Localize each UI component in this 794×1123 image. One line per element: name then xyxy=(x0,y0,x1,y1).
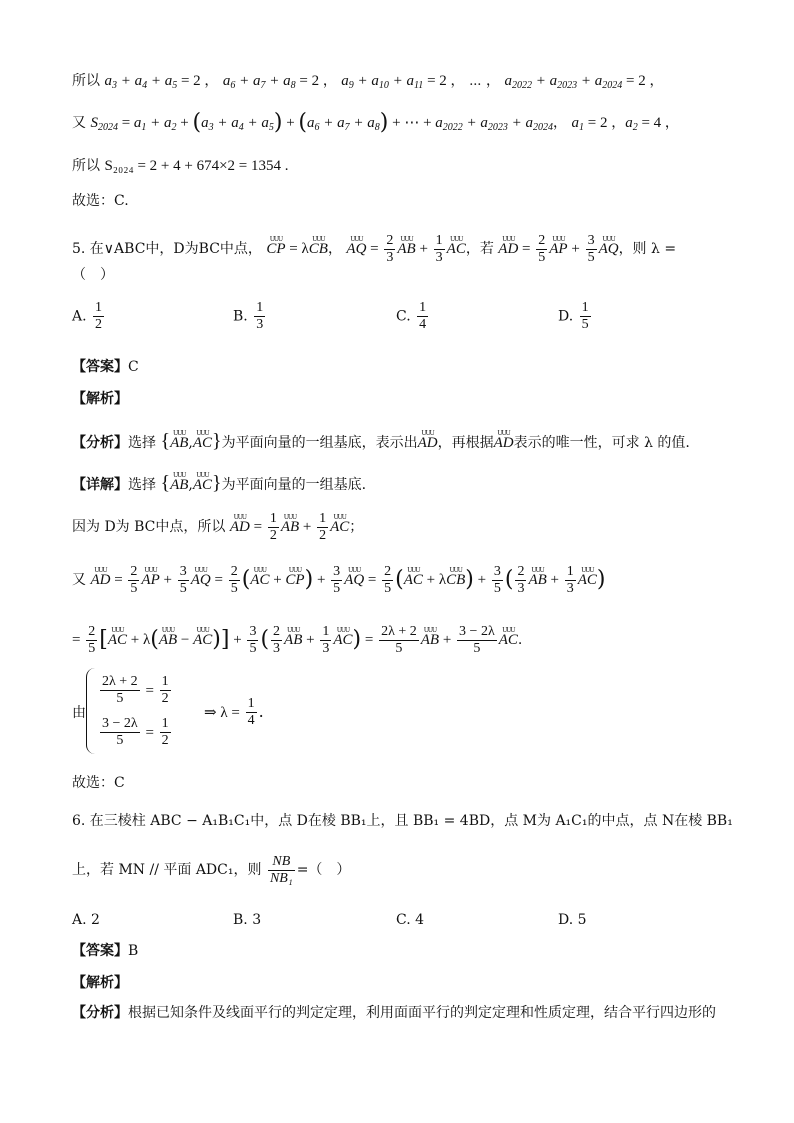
q6-option-d[interactable]: D. 5 xyxy=(558,912,587,928)
q5-fenxi: 【分析】选择 {UUU AB,UUU AC}为平面向量的一组基底，表示出UUU AD，再根据UUU AD表示的唯一性，可求 λ 的值. xyxy=(72,418,690,460)
q5-analysis-tag: 【解析】 xyxy=(72,391,128,407)
derivation-line-2: 又 $S_{2024} = a_1 + a_2 + (a_3 + a_4 + a_5) + (a_6 + a_7 + a_8)$ + ⋯ + $a_{2022} + a_{2023} + a_{2024}$， $a_1 = 2$ ，$a_2 = 4$ ， xyxy=(72,110,679,135)
q5-paren: （ ） xyxy=(72,267,114,283)
derivation-line-3: 所以 S₂₀₂₄ = 2 + 4 + 674×2 = 1354 . xyxy=(72,158,289,174)
q5-again: 又 UUU AD = $\frac{2}{5}$ UUU AP + $\frac{3}{5}$ UUU AQ = $\frac{2}{5}$ (UUU AC + UUU CP) + $\frac{3}{5}$ UUU AQ = $\frac{2}{5}$ (UUU AC + λUUU CB) + $\frac{3}{5}$ ( $\frac{2}{3}$ UUU AB + $\frac{1}{3}$ UUU AC) xyxy=(72,552,606,600)
q6-analysis-tag: 【解析】 xyxy=(72,975,128,991)
derivation-line-1: 所以 $a_3 + a_4 + a_5 = 2$ ， $a_6 + a_7 + a_8 = 2$ ， $a_9 + a_{10} + a_{11} = 2$ ， ⋯ ， $a_{2022} + a_{2023} + a_{2024} = 2$ ， xyxy=(72,73,664,91)
q5-option-d[interactable]: D. $\frac{1}{5}$ xyxy=(558,300,589,332)
q6-fenxi: 【分析】根据已知条件及线面平行的判定定理，利用面面平行的判定定理和性质定理，结合平行四边形的 xyxy=(72,1005,716,1021)
q6-option-b[interactable]: B. 3 xyxy=(233,912,262,928)
q5-because: 因为 D为 BC中点，所以 UUU AD = $\frac{1}{2}$ UUU AB + $\frac{1}{2}$ UUU AC； xyxy=(72,500,363,546)
q5-option-a[interactable]: A. $\frac{1}{2}$ xyxy=(72,300,103,332)
q5-stem: 5. 在∨ABC中，D为BC中点， UUU CP = λUUU CB， UUU AQ = $\frac{2}{3}$ UUU AB + $\frac{1}{3}$ UUU AC，若 UUU AD = $\frac{2}{5}$ UUU AP + $\frac{3}{5}$ UUU AQ，则 λ = xyxy=(72,224,676,266)
q6-answer: 【答案】B xyxy=(72,943,139,959)
q5-answer: 【答案】C xyxy=(72,359,139,375)
q6-option-a[interactable]: A. 2 xyxy=(72,912,100,928)
q5-xiangjie: 【详解】选择 {UUU AB,UUU AC}为平面向量的一组基底. xyxy=(72,460,366,502)
brace xyxy=(86,668,95,754)
q5-choose: 故选：C xyxy=(72,775,125,791)
q6-option-c[interactable]: C. 4 xyxy=(396,912,425,928)
q5-expansion: = $\frac{2}{5}$ [UUU AC + λ(UUU AB − UUU AC)] + $\frac{3}{5}$ ( $\frac{2}{3}$ UUU AB + $\frac{1}{3}$ UUU AC) = $\frac{2\lambda + 2}{5}$ UUU AB + $\frac{3 - 2\lambda}{5}$ UUU AC. xyxy=(72,612,522,660)
q6-stem-line-2: 上，若 MN // 平面 ADC₁，则 $\frac{NB}{\text{NB₁}}$ =（ ） xyxy=(72,853,351,886)
choose-c-1: 故选：C. xyxy=(72,193,129,209)
q6-stem-line-1: 6. 在三棱柱 ABC − A₁B₁C₁中，点 D在棱 BB₁上，且 BB₁ = 4BD，点 M为 A₁C₁的中点，点 N在棱 BB₁ xyxy=(72,813,733,829)
q5-option-b[interactable]: B. $\frac{1}{3}$ xyxy=(233,300,264,332)
q5-option-c[interactable]: C. $\frac{1}{4}$ xyxy=(396,300,427,332)
